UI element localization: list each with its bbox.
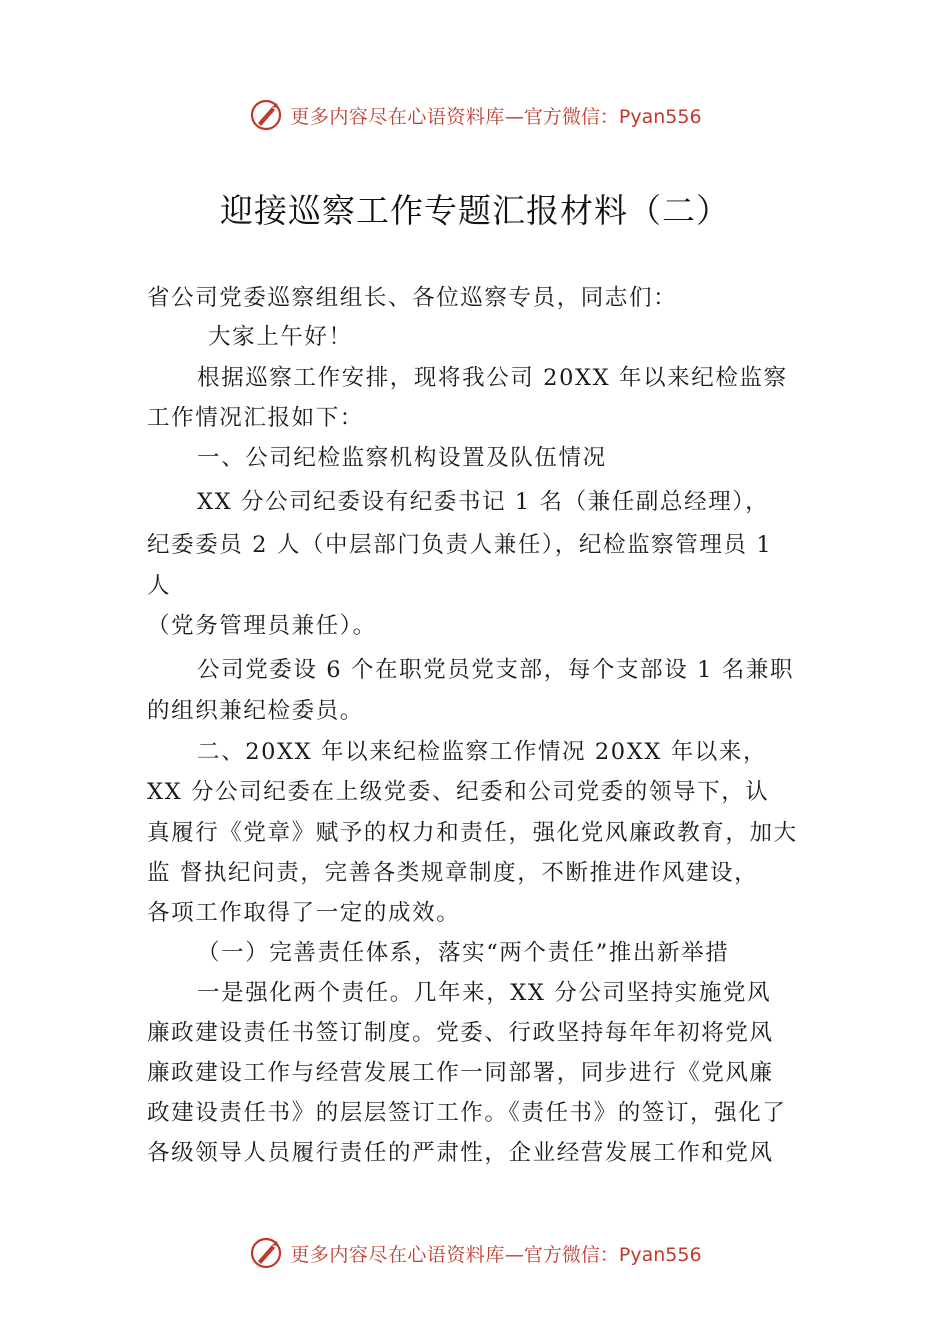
watermark-brand: 更多内容尽在心语资料库 [290,105,505,128]
body-line: 各级领导人员履行责任的严肃性，企业经营发展工作和党风 [147,1140,774,1166]
watermark-wechat: —官方微信：Pyan556 [504,1243,702,1266]
salutation: 省公司党委巡察组组长、各位巡察专员，同志们： [147,285,678,311]
body-line: 人 [147,573,172,599]
body-line: 真履行《党章》赋予的权力和责任，强化党风廉政教育，加大 [147,820,798,846]
footer-watermark [0,1233,950,1273]
document-title: 迎接巡察工作专题汇报材料（二） [220,191,730,230]
body-line: XX 分公司纪委在上级党委、纪委和公司党委的领导下，认 [147,779,770,805]
body-line: 监 督执纪问责，完善各类规章制度，不断推进作风建设， [147,860,759,886]
watermark-brand: 更多内容尽在心语资料库 [290,1243,505,1266]
pen-nib-logo-icon [248,97,284,133]
body-line: （党务管理员兼任）。 [147,613,377,639]
body-line: 廉政建设工作与经营发展工作一同部署，同步进行《党风廉 [147,1060,774,1086]
section-heading-2: 二、20XX 年以来纪检监察工作情况 20XX 年以来， [197,739,768,765]
watermark-wechat: —官方微信：Pyan556 [504,105,702,128]
subsection-heading: （一）完善责任体系，落实“两个责任”推出新举措 [197,940,730,966]
body-line: 廉政建设责任书签订制度。党委、行政坚持每年年初将党风 [147,1020,774,1046]
pen-nib-logo-icon [248,1235,284,1271]
body-line: 工作情况汇报如下： [147,405,364,431]
body-line: 根据巡察工作安排，现将我公司 20XX 年以来纪检监察 [197,365,788,391]
section-heading-1: 一、公司纪检监察机构设置及队伍情况 [197,445,607,471]
body-line: 各项工作取得了一定的成效。 [147,900,461,926]
body-line: 公司党委设 6 个在职党员党支部，每个支部设 1 名兼职 [197,657,795,683]
body-line: XX 分公司纪委设有纪委书记 1 名（兼任副总经理）， [197,489,770,515]
body-line: 一是强化两个责任。几年来，XX 分公司坚持实施党风 [197,980,772,1006]
body-line: 的组织兼纪检委员。 [147,698,364,724]
body-line: 政建设责任书》的层层签订工作。《责任书》的签订，强化了 [147,1100,787,1126]
greeting: 大家上午好！ [208,324,353,350]
header-watermark [0,95,950,135]
body-line: 纪委委员 2 人（中层部门负责人兼任），纪检监察管理员 1 [147,532,773,558]
